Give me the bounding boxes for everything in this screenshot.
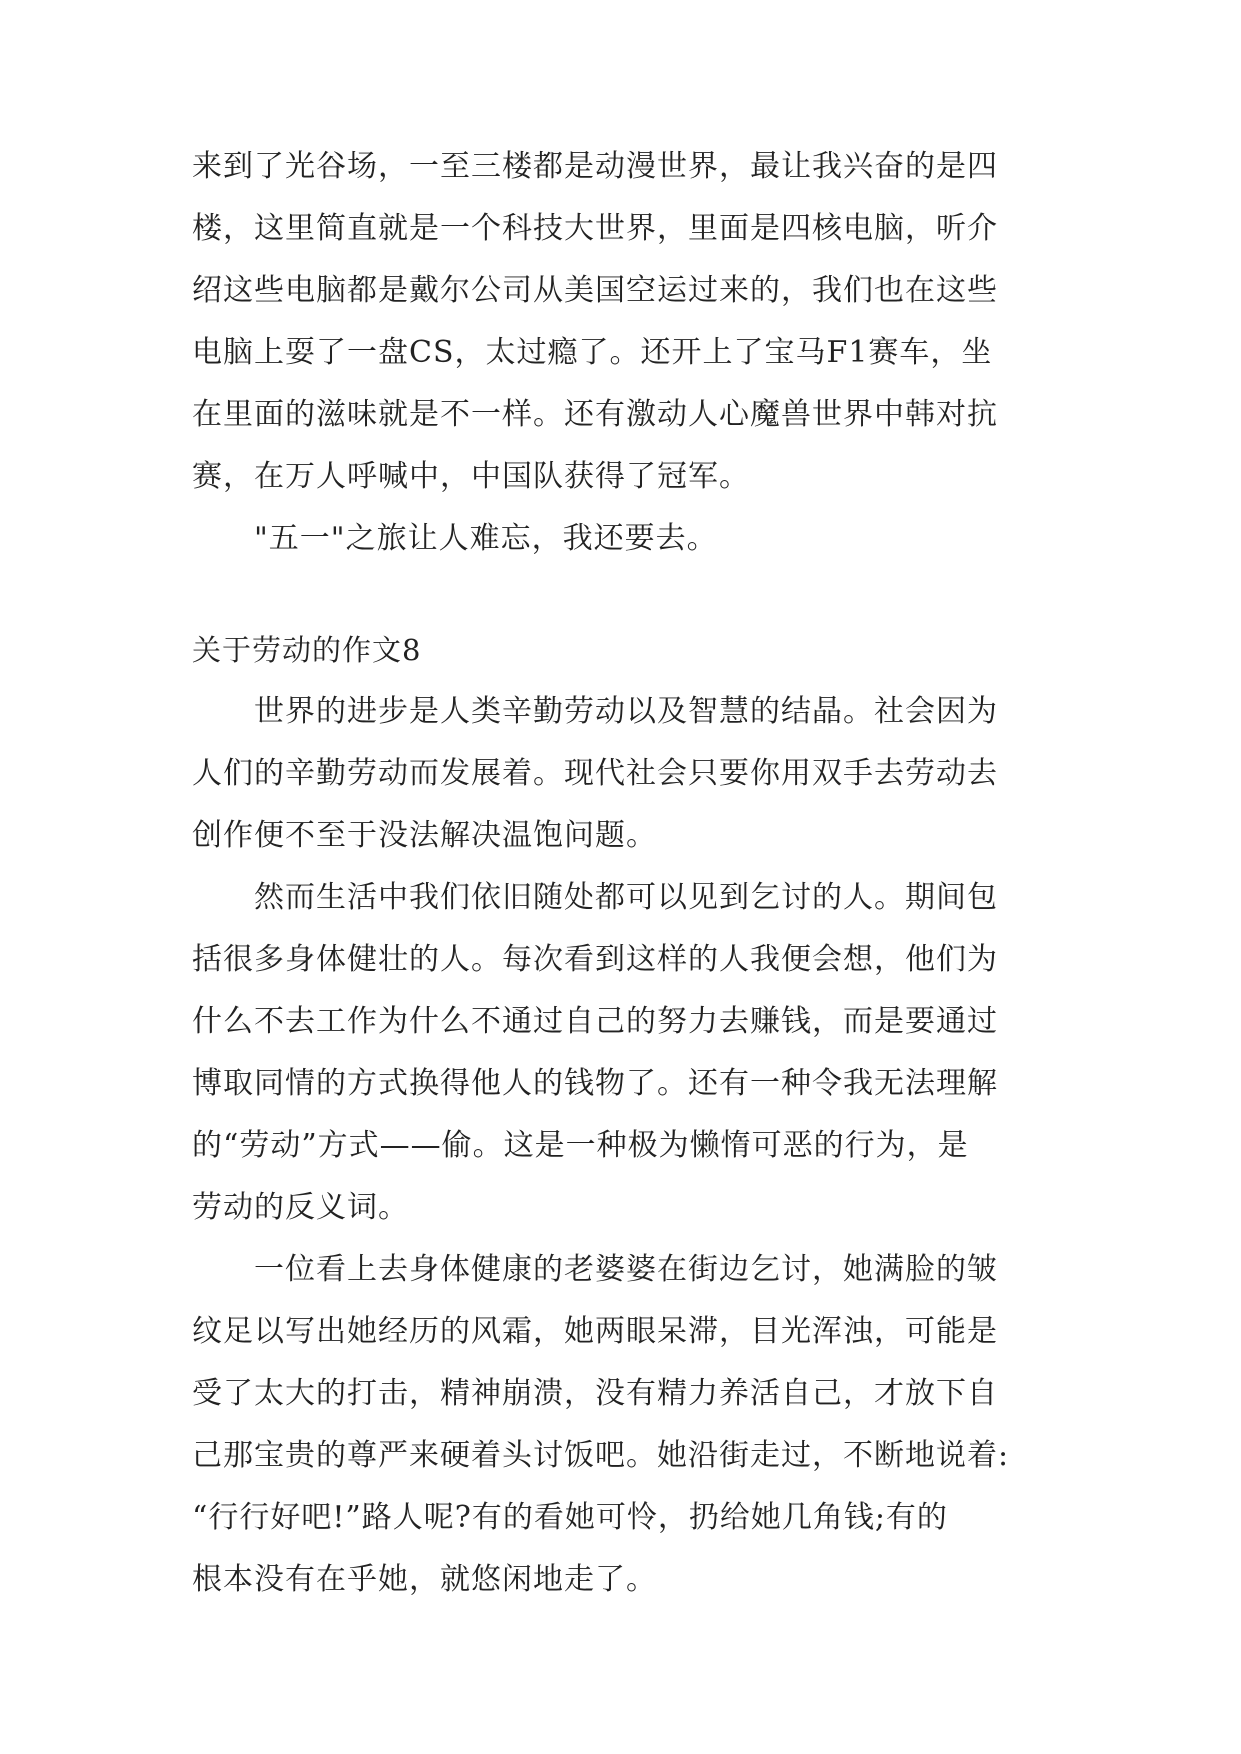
paragraph-line: 楼，这里简直就是一个科技大世界，里面是四核电脑，听介	[192, 211, 998, 246]
paragraph-line: 人们的辛勤劳动而发展着。现代社会只要你用双手去劳动去	[192, 756, 998, 791]
paragraph-line: 什么不去工作为什么不通过自己的努力去赚钱，而是要通过	[192, 1004, 998, 1039]
paragraph-line: 创作便不至于没法解决温饱问题。	[192, 818, 657, 853]
section-title: 关于劳动的作文8	[192, 633, 422, 667]
paragraph-line: 世界的进步是人类辛勤劳动以及智慧的结晶。社会因为	[254, 694, 998, 729]
paragraph-line: 来到了光谷场，一至三楼都是动漫世界，最让我兴奋的是四	[192, 149, 998, 184]
paragraph-line: 博取同情的方式换得他人的钱物了。还有一种令我无法理解	[192, 1066, 998, 1101]
paragraph-line: 己那宝贵的尊严来硬着头讨饭吧。她沿街走过，不断地说着:	[192, 1438, 1010, 1473]
paragraph-line: 一位看上去身体健康的老婆婆在街边乞讨，她满脸的皱	[254, 1252, 998, 1287]
paragraph-line: 受了太大的打击，精神崩溃，没有精力养活自己，才放下自	[192, 1376, 998, 1411]
paragraph-line: 然而生活中我们依旧随处都可以见到乞讨的人。期间包	[254, 880, 998, 915]
paragraph-line: 在里面的滋味就是不一样。还有激动人心魔兽世界中韩对抗	[192, 397, 998, 432]
closing-paragraph: "五一"之旅让人难忘，我还要去。	[254, 521, 718, 556]
paragraph-line: 绍这些电脑都是戴尔公司从美国空运过来的，我们也在这些	[192, 273, 998, 308]
paragraph-line: 赛，在万人呼喊中，中国队获得了冠军。	[192, 459, 750, 494]
paragraph-line: 电脑上耍了一盘CS，太过瘾了。还开上了宝马F1赛车，坐	[192, 335, 993, 370]
paragraph-line: 纹足以写出她经历的风霜，她两眼呆滞，目光浑浊，可能是	[192, 1314, 998, 1349]
paragraph-line: 根本没有在乎她，就悠闲地走了。	[192, 1562, 657, 1597]
paragraph-line: “行行好吧!”路人呢?有的看她可怜，扔给她几角钱;有的	[192, 1500, 948, 1535]
paragraph-line: 括很多身体健壮的人。每次看到这样的人我便会想，他们为	[192, 942, 998, 977]
paragraph-line: 的“劳动”方式——偷。这是一种极为懒惰可恶的行为，是	[192, 1128, 969, 1163]
paragraph-line: 劳动的反义词。	[192, 1190, 409, 1225]
